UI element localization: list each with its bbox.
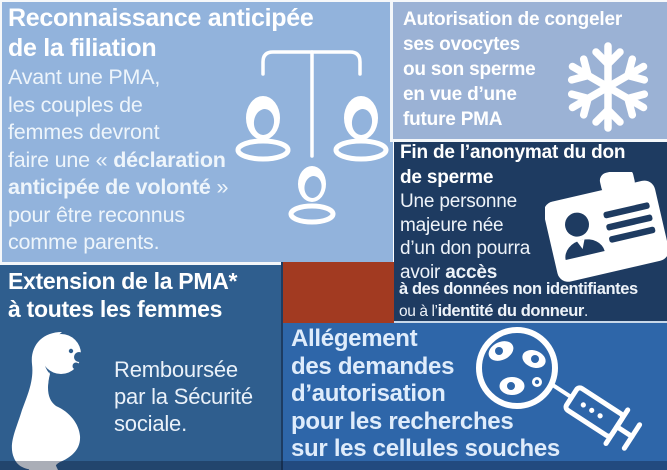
title-line: pour les recherches xyxy=(291,407,514,435)
body-line: sociale. xyxy=(114,411,187,436)
title-line: d’autorisation xyxy=(291,380,446,407)
title-line: Autorisation de congeler xyxy=(403,9,623,30)
text-segment: faire une « xyxy=(8,147,114,172)
title-line: sur les cellules souches xyxy=(291,435,560,462)
title-line: de la filiation xyxy=(8,34,157,62)
family-filiation-icon xyxy=(233,38,393,238)
text-segment: » xyxy=(210,175,229,199)
extension-title xyxy=(8,267,237,323)
bold-segment: accès xyxy=(445,261,498,283)
title-line: Extension de la PMA* xyxy=(8,268,238,294)
body-line: les couples de xyxy=(8,92,143,117)
anonymat-access-lines xyxy=(399,279,638,322)
title-line: Allégement xyxy=(291,325,418,352)
bold-segment: anticipée de volonté xyxy=(8,175,211,199)
accent-square xyxy=(283,262,394,323)
body-line: femmes devront xyxy=(8,120,160,144)
body-line: Remboursée xyxy=(114,357,238,382)
anonymat-body xyxy=(400,190,530,284)
bold-segment: identité du donneur xyxy=(437,301,584,320)
title-line: ses ovocytes xyxy=(403,34,520,55)
title-line: ou son sperme xyxy=(403,59,536,80)
body-line: pour être reconnus xyxy=(8,202,185,227)
border-left xyxy=(0,0,2,263)
divider-dark xyxy=(281,262,283,470)
filiation-body xyxy=(8,64,228,257)
body-line xyxy=(8,174,228,202)
text-segment: avoir xyxy=(400,261,446,283)
filiation-title xyxy=(8,3,313,63)
body-line: à des données non identifiantes xyxy=(399,280,638,298)
bold-segment: déclaration xyxy=(113,147,226,172)
body-line: d’un don pourra xyxy=(400,238,531,259)
text-segment: ou à l’ xyxy=(399,302,438,320)
extension-body xyxy=(114,356,253,437)
title-line: à toutes les femmes xyxy=(8,296,223,322)
body-line xyxy=(8,147,228,175)
divider-horizontal xyxy=(0,262,281,265)
body-line: Avant une PMA, xyxy=(8,65,161,89)
body-line: par la Sécurité xyxy=(114,384,253,409)
body-line: comme parents. xyxy=(8,230,160,254)
title-line: de sperme xyxy=(400,166,494,188)
title-line: en vue d’une xyxy=(403,84,517,105)
border-top xyxy=(0,0,667,2)
body-line xyxy=(399,301,638,323)
body-line: Une personne xyxy=(400,191,517,212)
title-line: des demandes xyxy=(291,352,455,380)
anonymat-title xyxy=(400,141,625,190)
title-line: future PMA xyxy=(403,109,503,130)
allegement-title xyxy=(291,325,560,463)
title-line: Fin de l’anonymat du don xyxy=(400,142,626,163)
body-line: majeure née xyxy=(400,214,504,236)
congeler-title xyxy=(403,7,622,132)
pregnant-woman-icon xyxy=(4,330,122,470)
text-segment: . xyxy=(583,302,588,320)
title-line: Reconnaissance anticipée xyxy=(8,4,314,32)
